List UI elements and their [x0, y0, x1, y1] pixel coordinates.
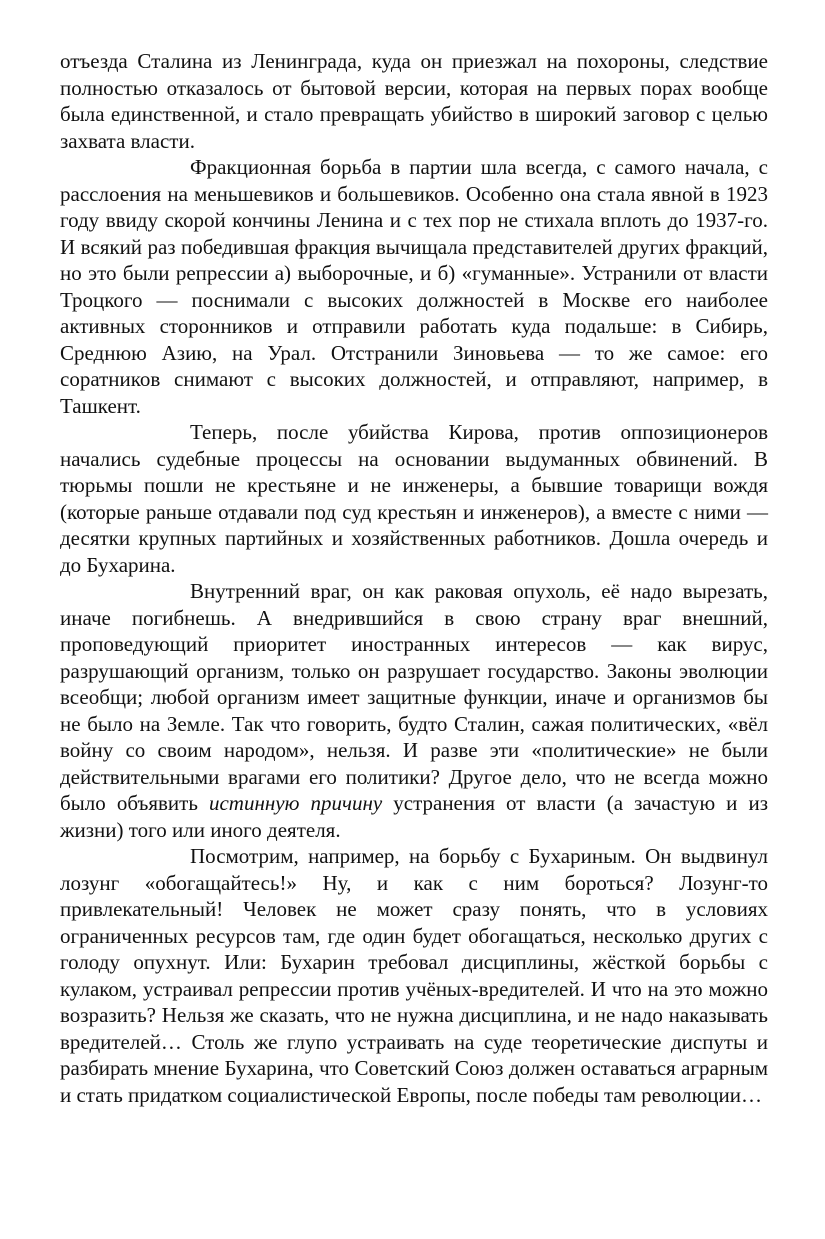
paragraph-text: Внутренний враг, он как раковая опухоль, её надо вырезать, иначе погибнешь. А внедрившийся в свою страну враг внешний, проповедующий приоритет иностранных интересов — как вирус, разрушающий организм, только он разрушает государство. Законы эволюции всеобщи; любой организм имеет защитные функции, иначе и организмов бы не было на Земле. Так что говорить, будто Сталин, сажая политических, «вёл войну со своим народом», нельзя. И разве эти «политические» не были действительными врагами его политики? Другое дело, что не всегда можно было объявить — [60, 579, 768, 815]
paragraph-text: отъезда Сталина из Ленинграда, куда он приезжал на похороны, следствие полностью отказалось от бытовой версии, которая на первых порах вообще была единственной, и стало превращать убийство в широкий заговор с целью захвата власти. — [60, 49, 768, 153]
paragraph-text: устранения от власти (а зачастую и из жизни) того или иного деятеля. — [60, 791, 768, 842]
document-page — [60, 48, 768, 1108]
paragraph — [60, 843, 768, 1108]
paragraph-text: Теперь, после убийства Кирова, против оппозиционеров начались судебные процессы на основании выдуманных обвинений. В тюрьмы пошли не крестьяне и не инженеры, а бывшие товарищи вождя (которые раньше отдавали под суд крестьян и инженеров), а вместе с ними — десятки крупных партийных и хозяйственных работников. Дошла очередь и до Бухарина. — [60, 420, 768, 577]
italic-emphasis-text: истинную причину — [208, 791, 383, 815]
paragraph — [60, 578, 768, 843]
paragraph — [60, 419, 768, 578]
paragraph-text: Посмотрим, например, на борьбу с Бухариным. Он выдвинул лозунг «обогащайтесь!» Ну, и как с ним бороться? Лозунг-то привлекательный! Человек не может сразу понять, что в условиях ограниченных ресурсов там, где один будет обогащаться, несколько других с голоду опухнут. Или: Бухарин требовал дисциплины, жёсткой борьбы с кулаком, устраивал репрессии против учёных-вредителей. И что на это можно возразить? Нельзя же сказать, что не нужна дисциплина, и не надо наказывать вредителей… Столь же глупо устраивать на суде теоретические диспуты и разбирать мнение Бухарина, что Советский Союз должен оставаться аграрным и стать придатком социалистической Европы, после победы там революции… — [60, 844, 768, 1107]
paragraph — [60, 48, 768, 154]
paragraph-text: Фракционная борьба в партии шла всегда, с самого начала, с расслоения на меньшевиков и большевиков. Особенно она стала явной в 1923 году ввиду скорой кончины Ленина и с тех пор не стихала вплоть до 1937-го. И всякий раз победившая фракция вычищала представителей других фракций, но это были репрессии а) выборочные, и б) «гуманные». Устранили от власти Троцкого — поснимали с высоких должностей в Москве его наиболее активных сторонников и отправили работать куда подальше: в Сибирь, Среднюю Азию, на Урал. Отстранили Зиновьева — то же самое: его соратников снимают с высоких должностей, и отправляют, например, в Ташкент. — [60, 155, 768, 418]
paragraph — [60, 154, 768, 419]
